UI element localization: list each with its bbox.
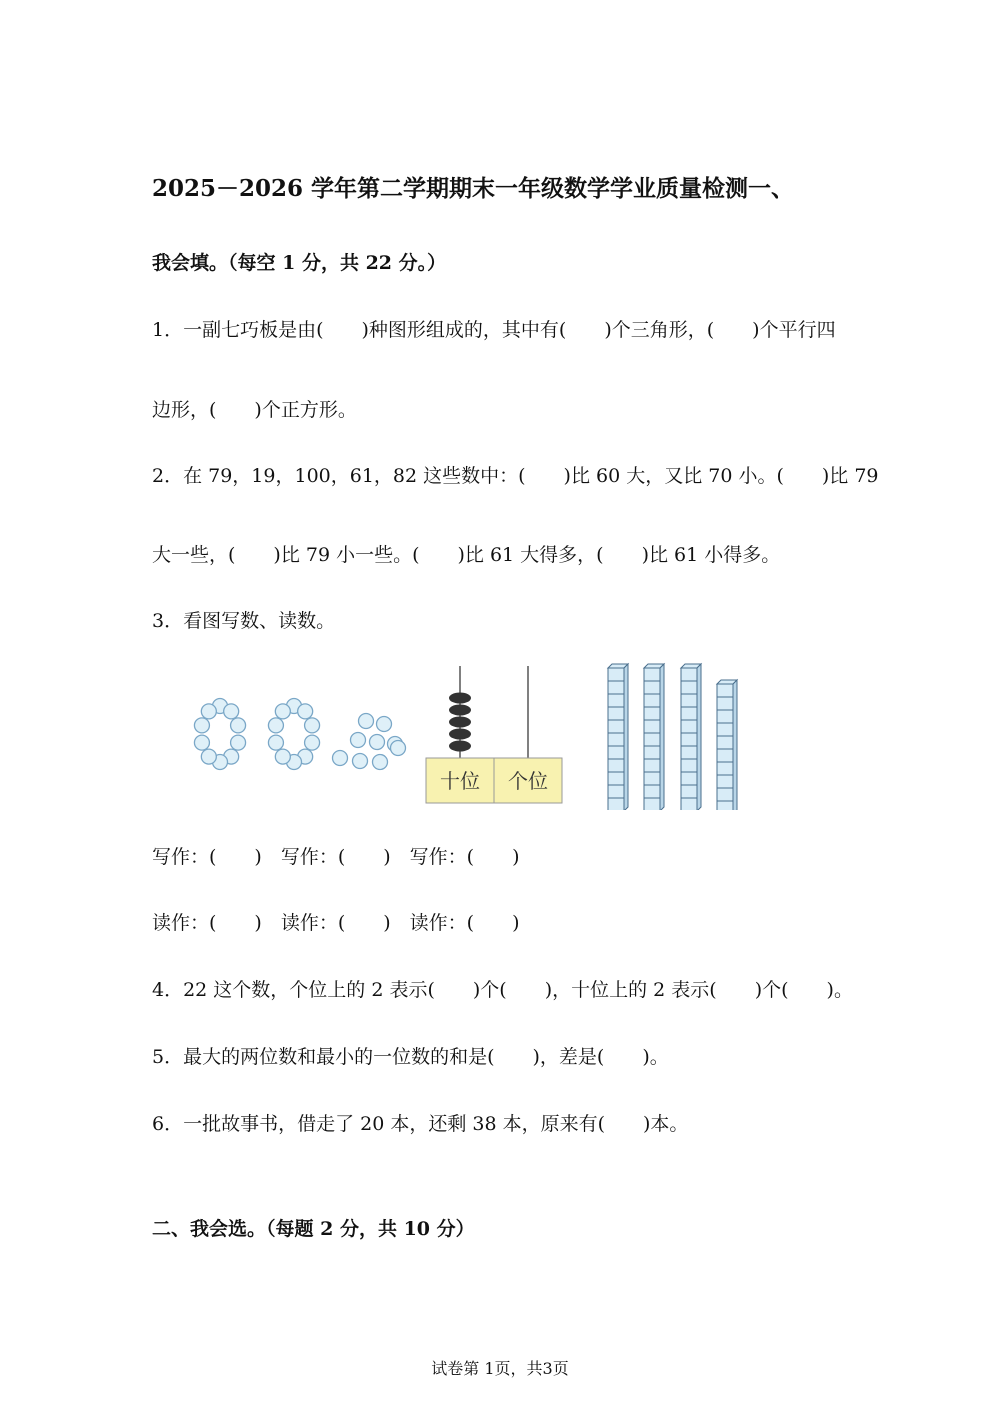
counting-circle bbox=[370, 735, 385, 750]
unit-cube bbox=[681, 746, 697, 759]
unit-cube bbox=[717, 788, 733, 801]
unit-cube bbox=[608, 668, 624, 681]
tens-label: 十位 bbox=[440, 769, 480, 793]
circle-group-ten-1 bbox=[194, 699, 245, 770]
abacus-beads-tens bbox=[449, 693, 471, 752]
counting-circle bbox=[231, 735, 246, 750]
unit-cube bbox=[681, 694, 697, 707]
unit-cube bbox=[608, 759, 624, 772]
counting-circle bbox=[194, 718, 209, 733]
unit-cube bbox=[608, 694, 624, 707]
unit-cube bbox=[608, 772, 624, 785]
counting-circle bbox=[201, 749, 216, 764]
unit-cube bbox=[681, 681, 697, 694]
unit-cube bbox=[608, 720, 624, 733]
unit-cube bbox=[644, 746, 660, 759]
unit-cube bbox=[608, 681, 624, 694]
counting-circle bbox=[305, 735, 320, 750]
ones-label: 个位 bbox=[508, 769, 548, 793]
unit-cube bbox=[644, 668, 660, 681]
unit-cube bbox=[681, 798, 697, 810]
question-4: 4．22 这个数，个位上的 2 表示( )个( )，十位上的 2 表示( )个( )。 bbox=[152, 979, 853, 1001]
abacus bbox=[426, 666, 562, 803]
section-2-heading: 二、我会选。（每题 2 分，共 10 分） bbox=[152, 1218, 475, 1240]
rod-side bbox=[697, 664, 701, 810]
unit-cube bbox=[717, 723, 733, 736]
circle-group-ten-2 bbox=[268, 699, 319, 770]
question-1-line-1: 1．一副七巧板是由( )种图形组成的，其中有( )个三角形，( )个平行四 bbox=[152, 319, 836, 341]
counting-circle bbox=[305, 718, 320, 733]
unit-cube bbox=[681, 707, 697, 720]
unit-cube bbox=[644, 772, 660, 785]
counting-circle bbox=[201, 704, 216, 719]
unit-cube bbox=[681, 720, 697, 733]
unit-cube bbox=[681, 733, 697, 746]
unit-cube bbox=[717, 762, 733, 775]
abacus-bead bbox=[449, 741, 471, 752]
counting-circle bbox=[231, 718, 246, 733]
counting-circle bbox=[353, 754, 368, 769]
counting-circle bbox=[351, 733, 366, 748]
rod-side bbox=[624, 664, 628, 810]
question-3-prompt: 3．看图写数、读数。 bbox=[152, 610, 336, 632]
unit-cube bbox=[681, 772, 697, 785]
unit-cube bbox=[608, 746, 624, 759]
question-6: 6．一批故事书，借走了 20 本，还剩 38 本，原来有( )本。 bbox=[152, 1113, 689, 1135]
rod-side bbox=[660, 664, 664, 810]
unit-cube bbox=[717, 697, 733, 710]
place-value-rods bbox=[608, 664, 737, 810]
unit-cube bbox=[644, 707, 660, 720]
unit-cube bbox=[644, 733, 660, 746]
unit-cube bbox=[717, 710, 733, 723]
abacus-bead bbox=[449, 693, 471, 704]
question-3-figure bbox=[180, 658, 760, 810]
unit-cube bbox=[644, 798, 660, 810]
unit-cube bbox=[608, 707, 624, 720]
question-5: 5．最大的两位数和最小的一位数的和是( )，差是( )。 bbox=[152, 1046, 669, 1068]
counting-circle bbox=[275, 704, 290, 719]
counting-circle bbox=[194, 735, 209, 750]
abacus-bead bbox=[449, 717, 471, 728]
abacus-bead bbox=[449, 705, 471, 716]
counting-circle bbox=[377, 717, 392, 732]
unit-cube bbox=[681, 668, 697, 681]
counting-circle bbox=[373, 755, 388, 770]
circle-group-ones bbox=[333, 714, 406, 770]
exam-title: 2025－2026 学年第二学期期末一年级数学学业质量检测一、 bbox=[152, 175, 795, 202]
unit-cube bbox=[681, 759, 697, 772]
unit-cube bbox=[644, 720, 660, 733]
counting-circle bbox=[268, 735, 283, 750]
counting-circle bbox=[391, 741, 406, 756]
question-2-line-2: 大一些，( )比 79 小一些。( )比 61 大得多，( )比 61 小得多。 bbox=[152, 544, 781, 566]
rod-side bbox=[733, 680, 737, 810]
question-2-line-1: 2．在 79，19，100，61，82 这些数中：( )比 60 大，又比 70 小。( )比 79 bbox=[152, 465, 879, 487]
counting-circle bbox=[298, 704, 313, 719]
abacus-bead bbox=[449, 729, 471, 740]
counting-circle bbox=[224, 704, 239, 719]
counting-circle bbox=[333, 751, 348, 766]
unit-cube bbox=[717, 749, 733, 762]
counting-circle bbox=[275, 749, 290, 764]
unit-cube bbox=[681, 785, 697, 798]
section-1-heading: 我会填。（每空 1 分，共 22 分。） bbox=[152, 252, 447, 274]
counting-circle bbox=[268, 718, 283, 733]
unit-cube bbox=[717, 801, 733, 810]
unit-cube bbox=[644, 785, 660, 798]
unit-cube bbox=[717, 775, 733, 788]
read-answer-line: 读作：( ) 读作：( ) 读作：( ) bbox=[152, 912, 520, 934]
question-1-line-2: 边形，( )个正方形。 bbox=[152, 399, 357, 421]
unit-cube bbox=[644, 681, 660, 694]
write-answer-line: 写作：( ) 写作：( ) 写作：( ) bbox=[152, 846, 520, 868]
page-footer: 试卷第 1页，共3页 bbox=[431, 1359, 569, 1378]
unit-cube bbox=[644, 694, 660, 707]
unit-cube bbox=[608, 733, 624, 746]
unit-cube bbox=[717, 684, 733, 697]
unit-cube bbox=[644, 759, 660, 772]
unit-cube bbox=[608, 798, 624, 810]
unit-cube bbox=[717, 736, 733, 749]
counting-circle bbox=[359, 714, 374, 729]
unit-cube bbox=[608, 785, 624, 798]
